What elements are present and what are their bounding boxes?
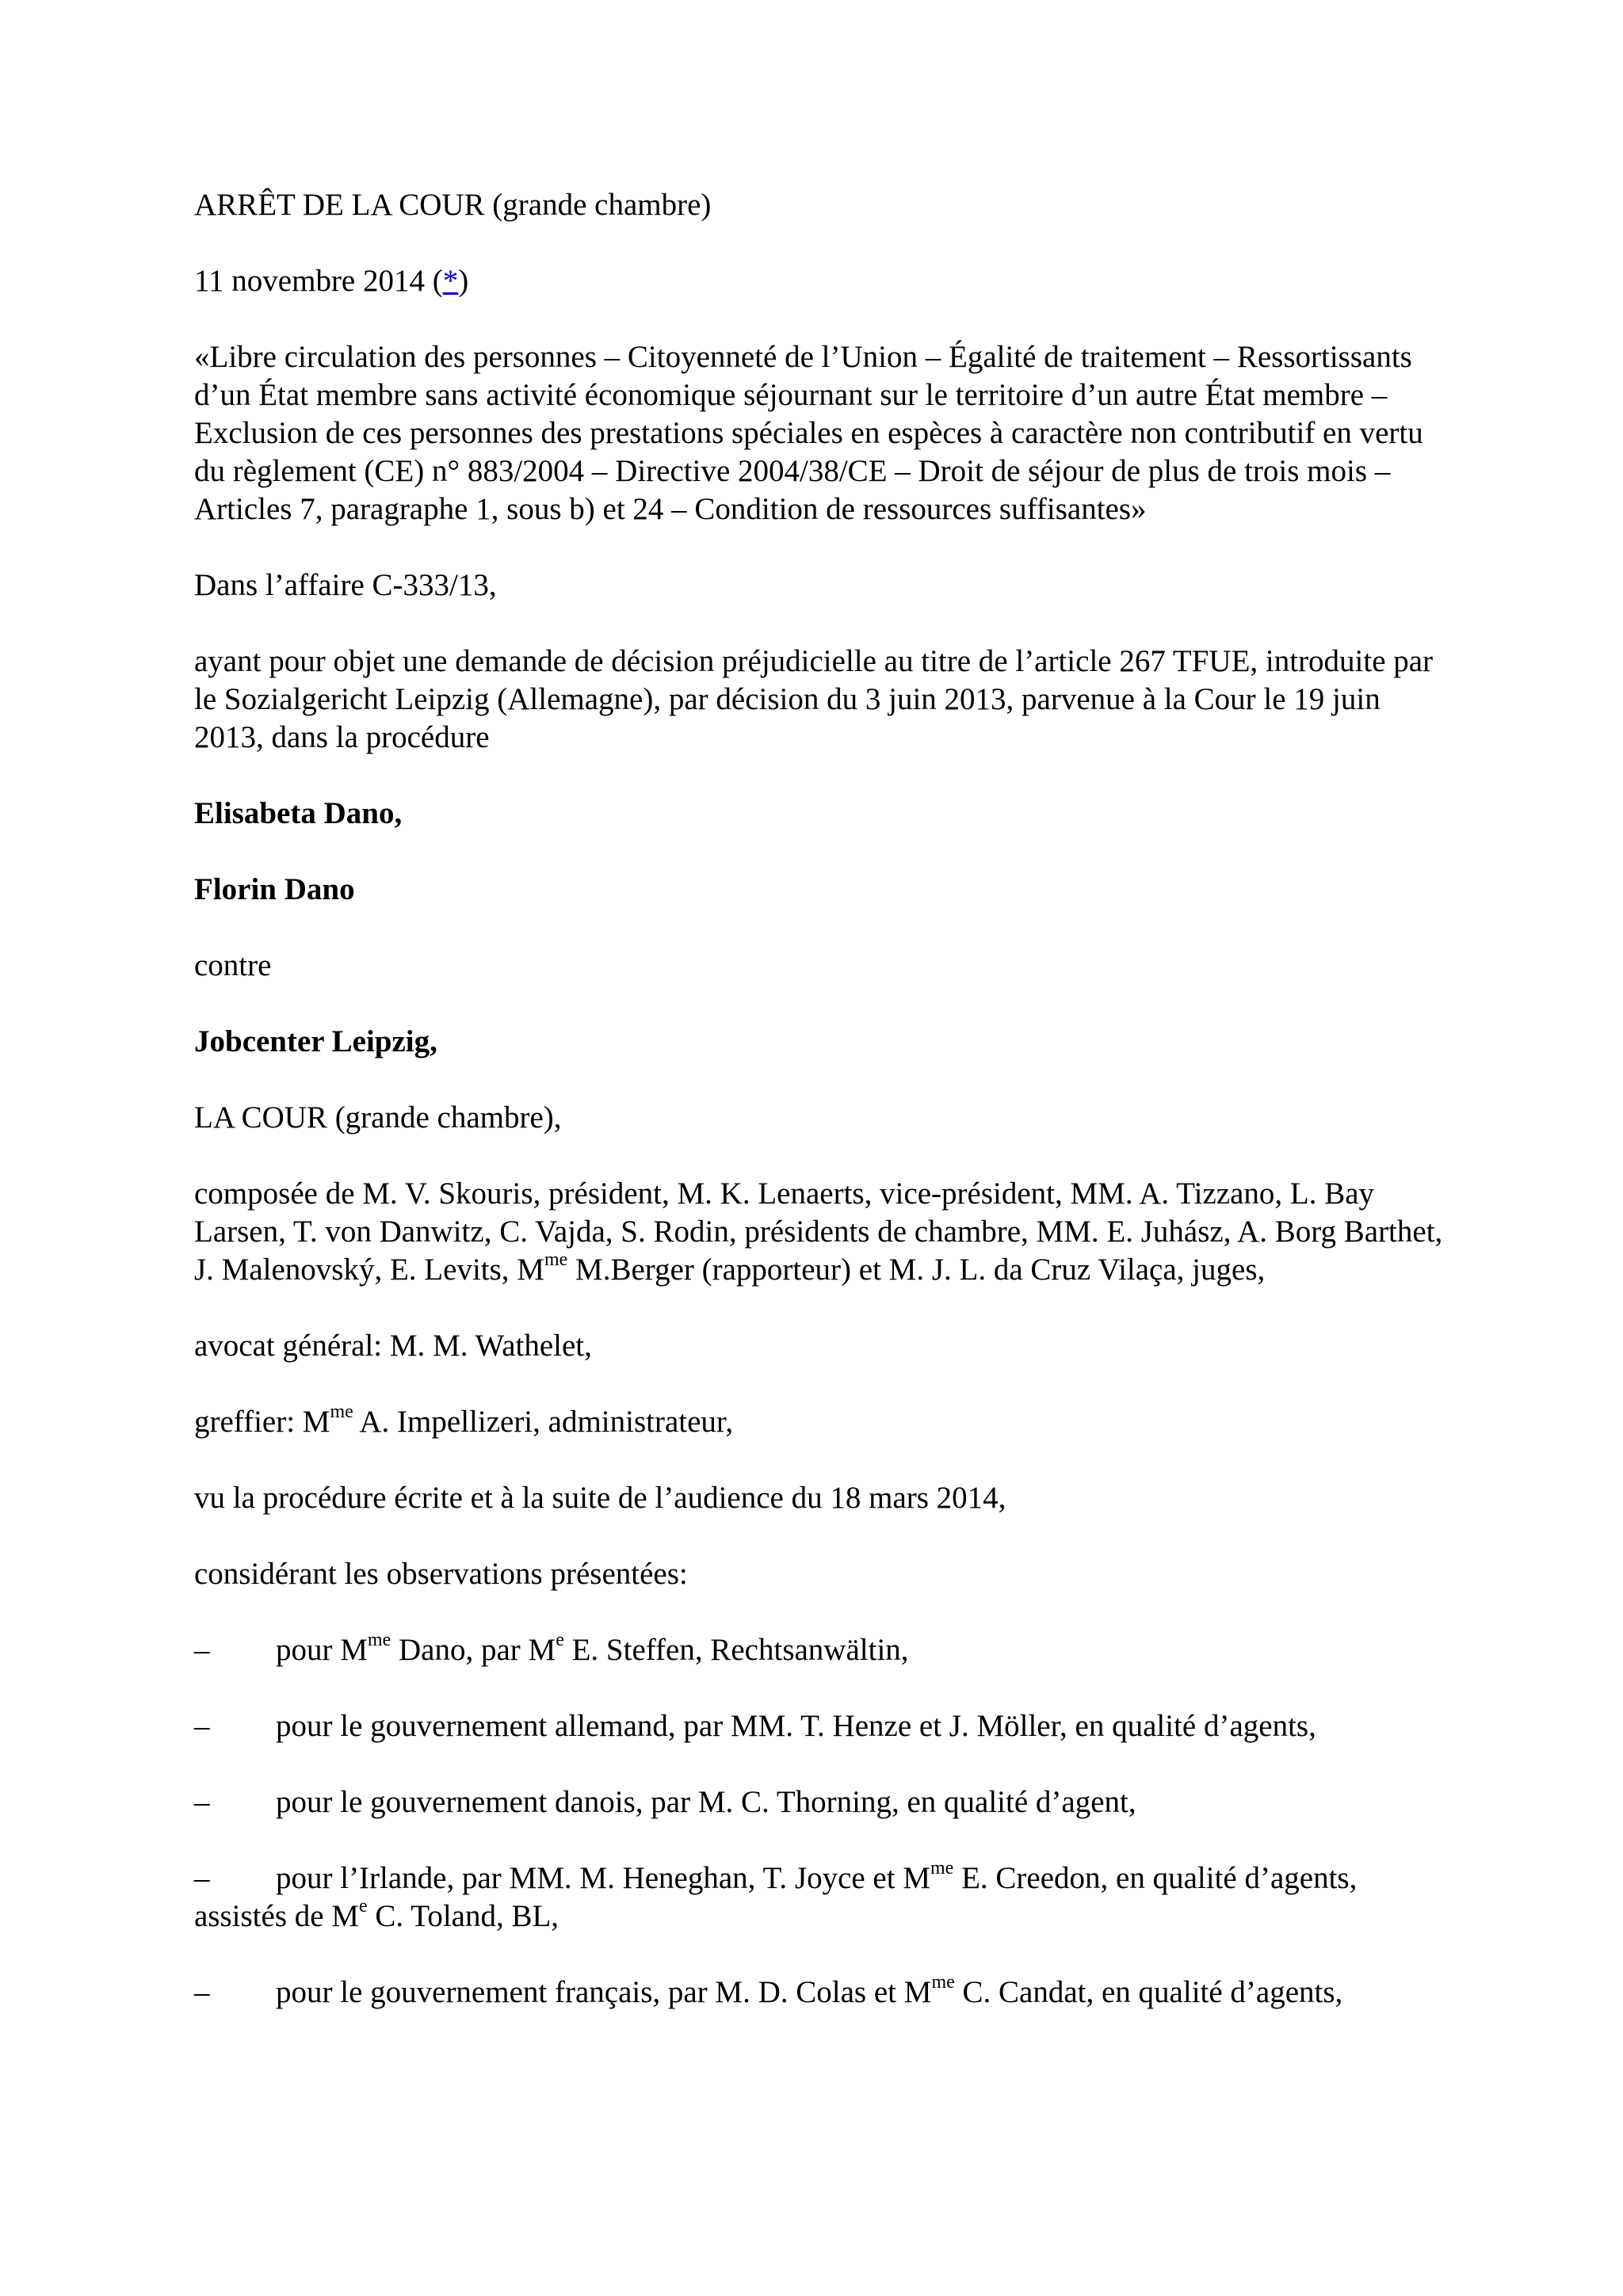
party-applicant-2: Florin Dano — [194, 872, 355, 906]
registrar: greffier: $M^{me}$ A. Impellizeri, administrateur, — [194, 1402, 734, 1439]
footnote-link[interactable]: * — [442, 264, 459, 298]
observation-item: – pour le gouvernement danois, par M. C. Thorning, en qualité d’agent, — [194, 1783, 1454, 1821]
party-defendant: Jobcenter Leipzig, — [194, 1024, 437, 1058]
dash-marker: – — [194, 1709, 210, 1743]
dash-marker: – — [194, 1861, 210, 1895]
document-page — [194, 186, 1454, 2050]
versus-text: contre — [194, 948, 272, 982]
case-number: Dans l’affaire C-333/13, — [194, 568, 497, 602]
advocate-general: avocat général: M. M. Wathelet, — [194, 1329, 592, 1363]
court-name: LA COUR (grande chambre), — [194, 1100, 562, 1135]
observation-item: – pour le gouvernement allemand, par MM. T. Henze et J. Möller, en qualité d’agents, — [194, 1707, 1454, 1745]
dash-marker: – — [194, 1785, 210, 1819]
judgment-date: 11 novembre 2014 (*) — [194, 264, 469, 298]
dash-marker: – — [194, 1633, 210, 1667]
court-composition: composée de M. V. Skouris, président, M. K. Lenaerts, vice-président, MM. A. Tizzano, L. Bay Larsen, T. von Danwitz, C. Vajda, S. Rodin, présidents de chambre, MM. E. Juhász, A. Borg Barthet, J. Malenovský, E. Levits, $M^{me}$ M.Berger (rapporteur) et M. J. L. da Cruz Vilaça, juges, — [194, 1177, 1443, 1287]
observation-item: – pour l’Irlande, par MM. M. Heneghan, T. Joyce et $M^{me}$ E. Creedon, en qualité d’agents, assistés de Me C. Toland, BL, — [194, 1858, 1358, 1933]
dash-marker: – — [194, 1975, 210, 2009]
judgment-title: ARRÊT DE LA COUR (grande chambre) — [194, 188, 712, 222]
written-procedure: vu la procédure écrite et à la suite de l’audience du 18 mars 2014, — [194, 1481, 1006, 1515]
case-summary: «Libre circulation des personnes – Citoyenneté de l’Union – Égalité de traitement – Ressortissants d’un État membre sans activité économique séjournant sur le territoire d’un autre État membre – Exclusion de ces personnes des prestations spéciales en espèces à caractère non contributif en vertu du règlement (CE) n° 883/2004 – Directive 2004/38/CE – Droit de séjour de plus de trois mois – Articles 7, paragraphe 1, sous b) et 24 – Condition de ressources suffisantes» — [194, 340, 1423, 526]
party-applicant-1: Elisabeta Dano, — [194, 796, 403, 830]
observation-item: – pour $M^{me}$ Dano, par Me E. Steffen, Rechtsanwältin, — [194, 1631, 1454, 1669]
observation-item: – pour le gouvernement français, par M. D. Colas et $M^{me}$ C. Candat, en qualité d’agents, — [194, 1974, 1454, 2012]
case-object: ayant pour objet une demande de décision préjudicielle au titre de l’article 267 TFUE, introduite par le Sozialgericht Leipzig (Allemagne), par décision du 3 juin 2013, parvenue à la Cour le 19 juin 2013, dans la procédure — [194, 644, 1434, 754]
observations-intro: considérant les observations présentées: — [194, 1557, 688, 1591]
